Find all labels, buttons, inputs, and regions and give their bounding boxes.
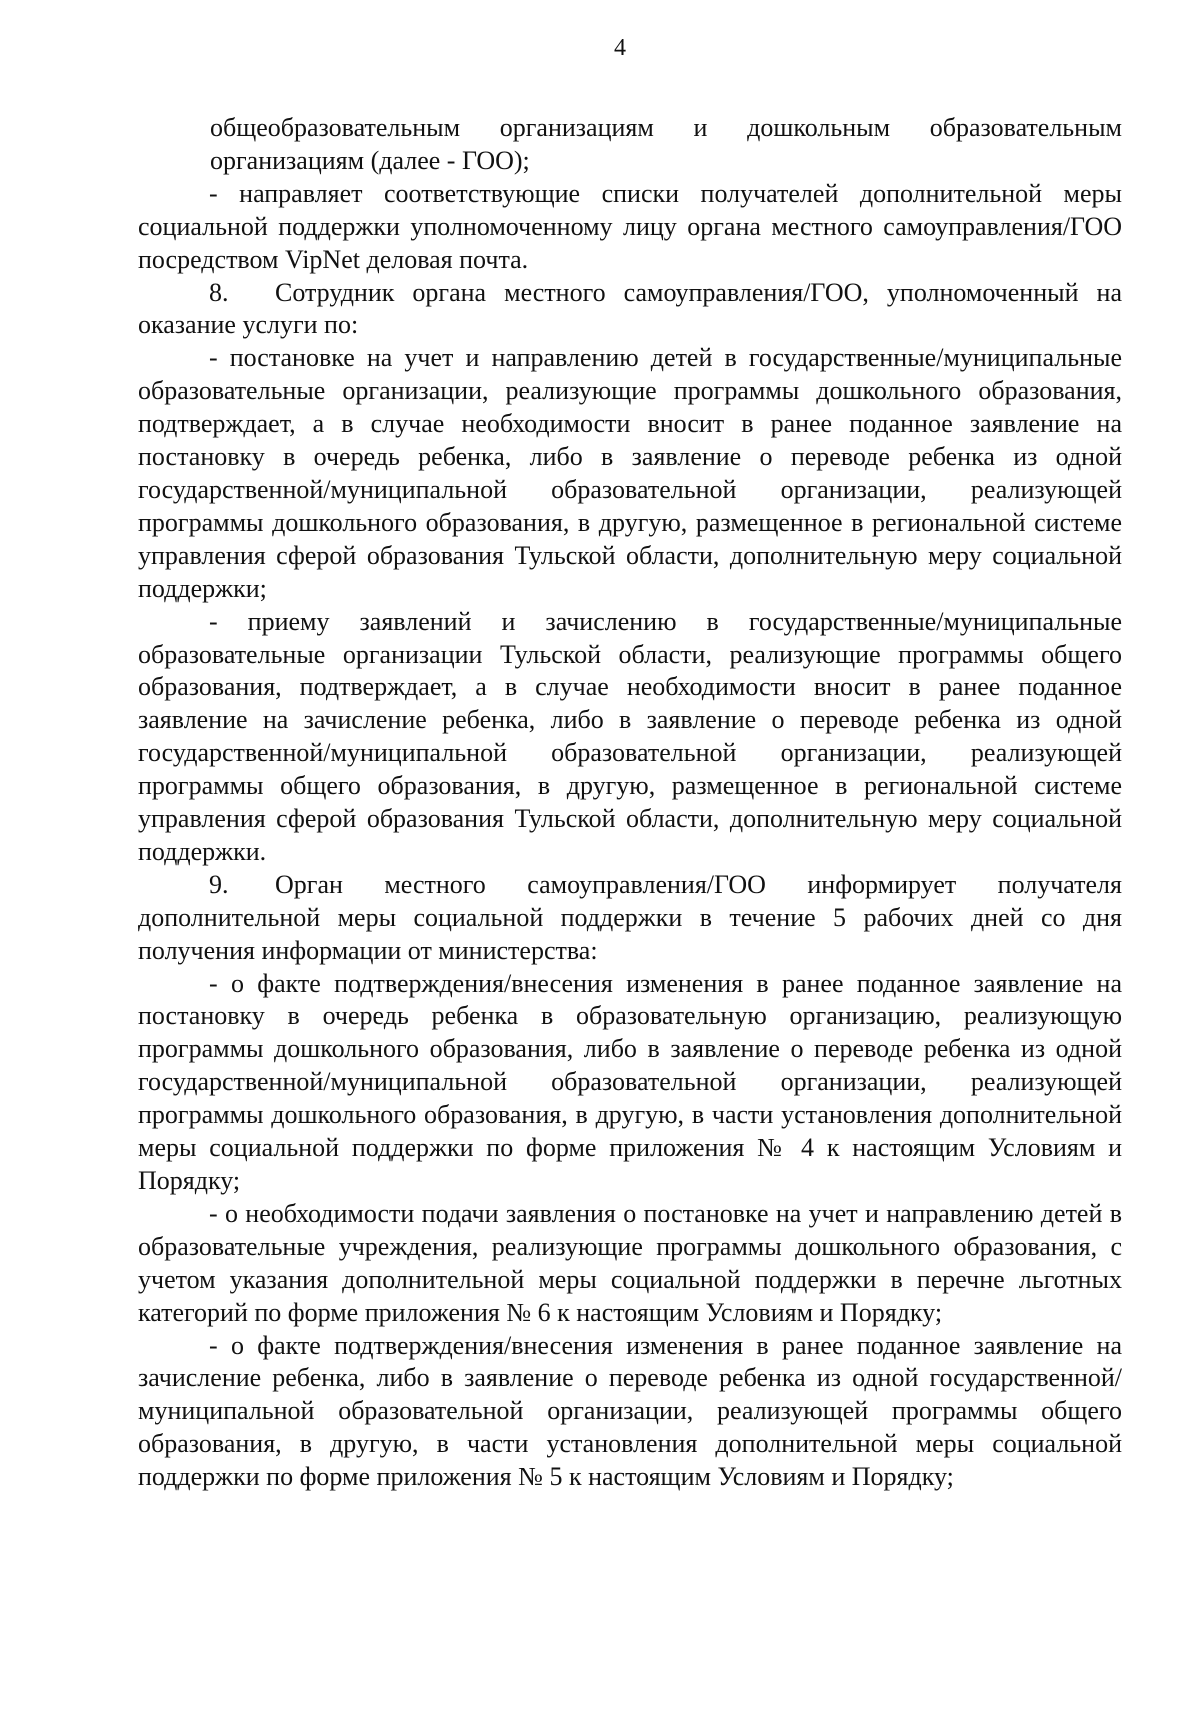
document-body (138, 112, 1122, 1494)
paragraph: - приему заявлений и зачислению в государственные/муниципальные образовательные организации Тульской области, реализующие программы общего образования, подтверждает, а в случае необходимости вносит в ранее поданное заявление на зачисление ребенка, либо в заявление о переводе ребенка из одной государственной/муниципальной образовательной организации, реализующей программы общего образования, в другую, размещенное в региональной системе управления сферой образования Тульской области, дополнительную меру социальной поддержки. (138, 606, 1122, 866)
paragraph: - направляет соответствующие списки получателей дополнительной меры социальной поддержки уполномоченному лицу органа местного самоуправления/ГОО посредством VipNet деловая почта. (138, 178, 1122, 274)
paragraph-number: 9. (209, 869, 229, 899)
paragraph: - о факте подтверждения/внесения изменения в ранее поданное заявление на постановку в очередь ребенка в образовательную организацию, реализующую программы дошкольного образования, либо в заявление о переводе ребенка из одной государственной/муниципальной образовательной организации, реализующей программы дошкольного образования, в другую, в части установления дополнительной меры социальной поддержки по форме приложения № 4 к настоящим Условиям и Порядку; (138, 968, 1122, 1195)
paragraph-number: 8. (209, 277, 229, 307)
numbered-paragraph (138, 277, 1122, 343)
paragraph: - постановке на учет и направлению детей в государственные/муниципальные образовательные организации, реализующие программы дошкольного образования, подтверждает, а в случае необходимости вносит в ранее поданное заявление на постановку в очередь ребенка, либо в заявление о переводе ребенка из одной государственной/муниципальной образовательной организации, реализующей программы дошкольного образования, в другую, размещенное в региональной системе управления сферой образования Тульской области, дополнительную меру социальной поддержки; (138, 343, 1122, 603)
paragraph-text: Орган местного самоуправления/ГОО информирует получателя дополнительной меры социальной поддержки в течение 5 рабочих дней со дня получения информации от министерства: (138, 869, 1122, 965)
paragraph: общеобразовательным организациям и дошкольным образовательным организациям (далее - ГОО); (210, 113, 1122, 175)
paragraph: - о факте подтверждения/внесения изменения в ранее поданное заявление на зачисление ребенка, либо в заявление о переводе ребенка из одной государственной/муниципальной образовательной организации, реализующей программы общего образования, в другую, в части установления дополнительной меры социальной поддержки по форме приложения № 5 к настоящим Условиям и Порядку; (138, 1330, 1122, 1492)
page-number: 4 (614, 35, 626, 61)
paragraph: - о необходимости подачи заявления о постановке на учет и направлению детей в образовательные учреждения, реализующие программы дошкольного образования, с учетом указания дополнительной меры социальной поддержки в перечне льготных категорий по форме приложения № 6 к настоящим Условиям и Порядку; (138, 1198, 1122, 1327)
paragraph-text: Сотрудник органа местного самоуправления/ГОО, уполномоченный на оказание услуги по: (138, 277, 1122, 340)
numbered-paragraph (138, 869, 1122, 968)
